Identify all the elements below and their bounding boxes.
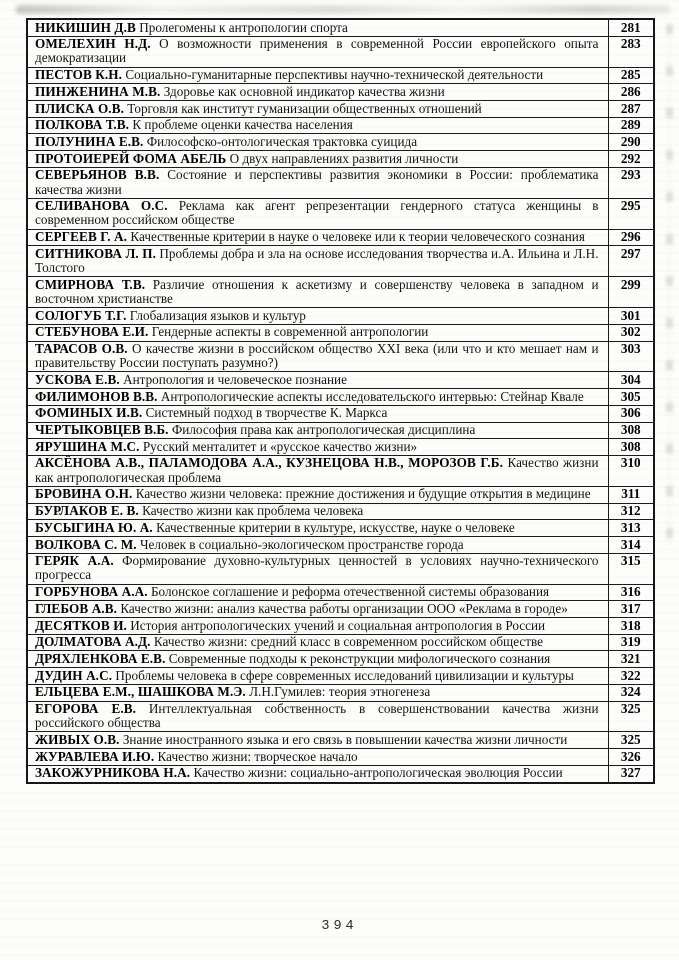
- toc-row: [27, 601, 654, 618]
- entry-cell: [27, 246, 608, 277]
- scan-artifact-right: [666, 24, 673, 544]
- entry-cell: [27, 405, 608, 422]
- entry-title: Проблемы добра и зла на основе исследования творчества и.А. Ильина и Л.Н. Толстого: [35, 245, 599, 276]
- toc-row: [27, 765, 654, 782]
- toc-row: [27, 308, 654, 325]
- toc-row: [27, 19, 654, 36]
- entry-title: Качество жизни человека: прежние достижения и будущие открытия в медицине: [135, 486, 591, 502]
- toc-row: [27, 84, 654, 101]
- toc-row: [27, 198, 654, 229]
- toc-row: [27, 732, 654, 749]
- toc-row: [27, 229, 654, 246]
- entry-author: УСКОВА Е.В.: [35, 371, 120, 387]
- entry-title: Болонское соглашение и реформа отечественной системы образования: [150, 584, 550, 600]
- entry-title: Глобализация языков и культур: [129, 307, 306, 323]
- toc-row: [27, 455, 654, 486]
- entry-cell: [27, 389, 608, 406]
- toc-row: [27, 584, 654, 601]
- entry-cell: [27, 198, 608, 229]
- entry-cell: [27, 584, 608, 601]
- entry-title: О качестве жизни в российском общество XXI века (или что и кто мешает нам и правительству России поступать разумно?): [35, 341, 599, 371]
- entry-title: Антропологические аспекты исследовательского интервью: Стейнар Квале: [160, 388, 584, 404]
- entry-author: БУСЫГИНА Ю. А.: [35, 519, 153, 535]
- entry-author: ТАРАСОВ О.В.: [35, 341, 128, 357]
- entry-page-number: 303: [608, 341, 654, 372]
- entry-cell: [27, 341, 608, 372]
- toc-row: [27, 618, 654, 635]
- scan-artifact-top: [16, 5, 671, 14]
- entry-cell: [27, 84, 608, 101]
- entry-title: Качество жизни: средний класс в современном российском обществе: [153, 634, 543, 650]
- entry-cell: [27, 36, 608, 67]
- entry-cell: [27, 520, 608, 537]
- entry-page-number: 318: [608, 618, 654, 635]
- entry-page-number: 286: [608, 84, 654, 101]
- toc-row: [27, 486, 654, 503]
- entry-author: ЖУРАВЛЕВА И.Ю.: [35, 748, 155, 764]
- toc-row: [27, 167, 654, 198]
- entry-cell: [27, 422, 608, 439]
- entry-page-number: 299: [608, 277, 654, 308]
- entry-author: ДРЯХЛЕНКОВА Е.В.: [35, 650, 166, 666]
- entry-title: Формирование духовно-культурных ценностей в условиях научно-технического прогресса: [35, 553, 599, 583]
- entry-page-number: 322: [608, 668, 654, 685]
- entry-title: История антропологических учений и социальная антропология в России: [130, 617, 546, 633]
- entry-title: О двух направлениях развития личности: [229, 150, 459, 166]
- entry-author: ЕГОРОВА Е.В.: [35, 701, 137, 717]
- entry-page-number: 312: [608, 503, 654, 520]
- entry-title: Качество жизни как проблема человека: [142, 503, 364, 519]
- entry-cell: [27, 229, 608, 246]
- entry-cell: [27, 749, 608, 766]
- entry-author: АКСЁНОВА А.В., ПАЛАМОДОВА А.А., КУЗНЕЦОВА Н.В., МОРОЗОВ Г.Б.: [35, 455, 504, 471]
- entry-author: ФИЛИМОНОВ В.В.: [35, 388, 158, 404]
- entry-cell: [27, 651, 608, 668]
- toc-row: [27, 277, 654, 308]
- entry-title: О возможности применения в современной России европейского опыта демократизации: [35, 36, 599, 66]
- toc-row: [27, 634, 654, 651]
- entry-page-number: 305: [608, 389, 654, 406]
- toc-row: [27, 389, 654, 406]
- entry-page-number: 306: [608, 405, 654, 422]
- toc-row: [27, 422, 654, 439]
- entry-author: ЕЛЬЦЕВА Е.М., ШАШКОВА М.Э.: [35, 684, 246, 700]
- entry-cell: [27, 503, 608, 520]
- entry-page-number: 297: [608, 246, 654, 277]
- entry-author: СЕРГЕЕВ Г. А.: [35, 229, 128, 245]
- entry-cell: [27, 324, 608, 341]
- entry-author: ОМЕЛЕХИН Н.Д.: [35, 36, 151, 52]
- entry-author: ПОЛУНИНА Е.В.: [35, 133, 144, 149]
- entry-title: Современные подходы к реконструкции мифологического сознания: [168, 650, 551, 666]
- entry-author: ЯРУШИНА М.С.: [35, 438, 140, 454]
- entry-page-number: 290: [608, 134, 654, 151]
- toc-row: [27, 651, 654, 668]
- entry-title: Антропология и человеческое познание: [123, 371, 347, 387]
- toc-row: [27, 553, 654, 584]
- entry-cell: [27, 277, 608, 308]
- toc-row: [27, 67, 654, 84]
- entry-cell: [27, 701, 608, 732]
- entry-page-number: 285: [608, 67, 654, 84]
- entry-author: ФОМИНЫХ И.В.: [35, 405, 143, 421]
- entry-page-number: 281: [608, 19, 654, 36]
- entry-title: Философско-онтологическая трактовка суицида: [146, 133, 418, 149]
- toc-row: [27, 134, 654, 151]
- entry-cell: [27, 601, 608, 618]
- entry-title: Качество жизни: анализ качества работы организации ООО «Реклама в городе»: [120, 600, 568, 616]
- entry-page-number: 283: [608, 36, 654, 67]
- toc-row: [27, 749, 654, 766]
- entry-title: Качество жизни как антропологическая проблема: [35, 455, 599, 485]
- entry-page-number: 310: [608, 455, 654, 486]
- entry-author: СОЛОГУБ Т.Г.: [35, 307, 127, 323]
- entry-cell: [27, 553, 608, 584]
- entry-title: Социально-гуманитарные перспективы научно-технической деятельности: [125, 67, 544, 83]
- entry-cell: [27, 455, 608, 486]
- entry-author: СИТНИКОВА Л. П.: [35, 245, 156, 261]
- entry-page-number: 287: [608, 101, 654, 118]
- entry-page-number: 317: [608, 601, 654, 618]
- entry-page-number: 326: [608, 749, 654, 766]
- entry-page-number: 316: [608, 584, 654, 601]
- entry-page-number: 327: [608, 765, 654, 782]
- entry-cell: [27, 618, 608, 635]
- toc-row: [27, 537, 654, 554]
- toc-row: [27, 324, 654, 341]
- entry-title: Человек в социально-экологическом пространстве города: [139, 536, 464, 552]
- entry-cell: [27, 101, 608, 118]
- entry-author: ЗАКОЖУРНИКОВА Н.А.: [35, 765, 191, 781]
- entry-page-number: 296: [608, 229, 654, 246]
- entry-page-number: 308: [608, 422, 654, 439]
- entry-cell: [27, 634, 608, 651]
- entry-page-number: 313: [608, 520, 654, 537]
- entry-author: ГЕРЯК А.А.: [35, 553, 114, 569]
- page-footer: [0, 919, 679, 934]
- entry-author: СЕВЕРЬЯНОВ В.В.: [35, 167, 160, 183]
- entry-author: ВОЛКОВА С. М.: [35, 536, 137, 552]
- entry-page-number: 325: [608, 732, 654, 749]
- entry-cell: [27, 151, 608, 168]
- entry-page-number: 321: [608, 651, 654, 668]
- toc-row: [27, 372, 654, 389]
- footer-page-number: 394: [321, 919, 358, 934]
- entry-cell: [27, 167, 608, 198]
- entry-title: Л.Н.Гумилев: теория этногенеза: [249, 684, 431, 700]
- entry-page-number: 289: [608, 117, 654, 134]
- entry-page-number: 302: [608, 324, 654, 341]
- entry-author: ПИНЖЕНИНА М.В.: [35, 83, 161, 99]
- entry-title: Русский менталитет и «русское качество жизни»: [142, 438, 418, 454]
- entry-title: Гендерные аспекты в современной антропологии: [151, 324, 429, 340]
- entry-title: Состояние и перспективы развития экономики в России: проблематика качества жизни: [35, 167, 599, 197]
- entry-title: Качество жизни: творческое начало: [157, 748, 358, 764]
- entry-author: ПРОТОИЕРЕЙ ФОМА АБЕЛЬ: [35, 150, 227, 166]
- entry-title: Качественные критерии в культуре, искусстве, науке о человеке: [156, 519, 515, 535]
- entry-page-number: 295: [608, 198, 654, 229]
- entry-author: БУРЛАКОВ Е. В.: [35, 503, 139, 519]
- toc-row: [27, 341, 654, 372]
- entry-cell: [27, 134, 608, 151]
- entry-author: СЕЛИВАНОВА О.С.: [35, 198, 168, 214]
- entry-author: ЖИВЫХ О.В.: [35, 731, 120, 747]
- entry-author: ПОЛКОВА Т.В.: [35, 117, 130, 133]
- toc-row: [27, 684, 654, 701]
- toc-row: [27, 101, 654, 118]
- entry-author: СТЕБУНОВА Е.И.: [35, 324, 149, 340]
- toc-row: [27, 36, 654, 67]
- entry-cell: [27, 439, 608, 456]
- entry-page-number: 304: [608, 372, 654, 389]
- entry-cell: [27, 19, 608, 36]
- toc-row: [27, 520, 654, 537]
- entry-cell: [27, 117, 608, 134]
- entry-author: ДЕСЯТКОВ И.: [35, 617, 127, 633]
- entry-title: Торговля как институт гуманизации общественных отношений: [127, 100, 482, 116]
- entry-author: ПЛИСКА О.В.: [35, 100, 124, 116]
- entry-cell: [27, 765, 608, 782]
- entry-cell: [27, 308, 608, 325]
- toc-row: [27, 701, 654, 732]
- entry-cell: [27, 67, 608, 84]
- entry-title: Качество жизни: социально-антропологическая эволюция России: [193, 765, 563, 781]
- entry-title: Качественные критерии в науке о человеке или к теории человеческого сознания: [130, 229, 585, 245]
- toc-row: [27, 503, 654, 520]
- entry-author: БРОВИНА О.Н.: [35, 486, 133, 502]
- toc-row: [27, 668, 654, 685]
- entry-title: Различие отношения к аскетизму и совершенству человека в западном и восточном христианстве: [35, 276, 599, 306]
- entry-author: ДОЛМАТОВА А.Д.: [35, 634, 151, 650]
- entry-cell: [27, 684, 608, 701]
- entry-title: Системный подход в творчестве К. Маркса: [145, 405, 388, 421]
- entry-title: Реклама как агент репрезентации гендерного статуса женщины в современном российском обществе: [35, 198, 599, 228]
- entry-cell: [27, 372, 608, 389]
- entry-cell: [27, 732, 608, 749]
- entry-cell: [27, 668, 608, 685]
- toc-table: [26, 18, 655, 784]
- entry-cell: [27, 486, 608, 503]
- entry-title: К проблеме оценки качества населения: [132, 117, 353, 133]
- entry-title: Проблемы человека в сфере современных исследований цивилизации и культуры: [115, 667, 574, 683]
- entry-page-number: 319: [608, 634, 654, 651]
- entry-title: Интеллектуальная собственность в совершенствовании качества жизни российского общества: [35, 701, 599, 731]
- toc-row: [27, 405, 654, 422]
- toc-row: [27, 151, 654, 168]
- entry-author: ДУДИН А.С.: [35, 667, 113, 683]
- entry-title: Здоровье как основной индикатор качества жизни: [163, 83, 445, 99]
- toc-row: [27, 246, 654, 277]
- entry-title: Философия права как антропологическая дисциплина: [171, 422, 476, 438]
- entry-author: ПЕСТОВ К.Н.: [35, 67, 123, 83]
- entry-cell: [27, 537, 608, 554]
- entry-title: Знание иностранного языка и его связь в повышении качества жизни личности: [122, 731, 568, 747]
- entry-page-number: 308: [608, 439, 654, 456]
- entry-author: СМИРНОВА Т.В.: [35, 276, 146, 292]
- entry-page-number: 311: [608, 486, 654, 503]
- entry-title: Пролегомены к антропологии спорта: [139, 19, 348, 35]
- toc-table-body: [27, 19, 654, 783]
- entry-page-number: 292: [608, 151, 654, 168]
- toc-row: [27, 117, 654, 134]
- toc-row: [27, 439, 654, 456]
- entry-page-number: 301: [608, 308, 654, 325]
- entry-author: НИКИШИН Д.В: [35, 19, 136, 35]
- entry-page-number: 314: [608, 537, 654, 554]
- entry-page-number: 324: [608, 684, 654, 701]
- entry-page-number: 325: [608, 701, 654, 732]
- entry-author: ГОРБУНОВА А.А.: [35, 584, 148, 600]
- entry-author: ЧЕРТЫКОВЦЕВ В.Б.: [35, 422, 169, 438]
- entry-page-number: 315: [608, 553, 654, 584]
- entry-page-number: 293: [608, 167, 654, 198]
- entry-author: ГЛЕБОВ А.В.: [35, 600, 118, 616]
